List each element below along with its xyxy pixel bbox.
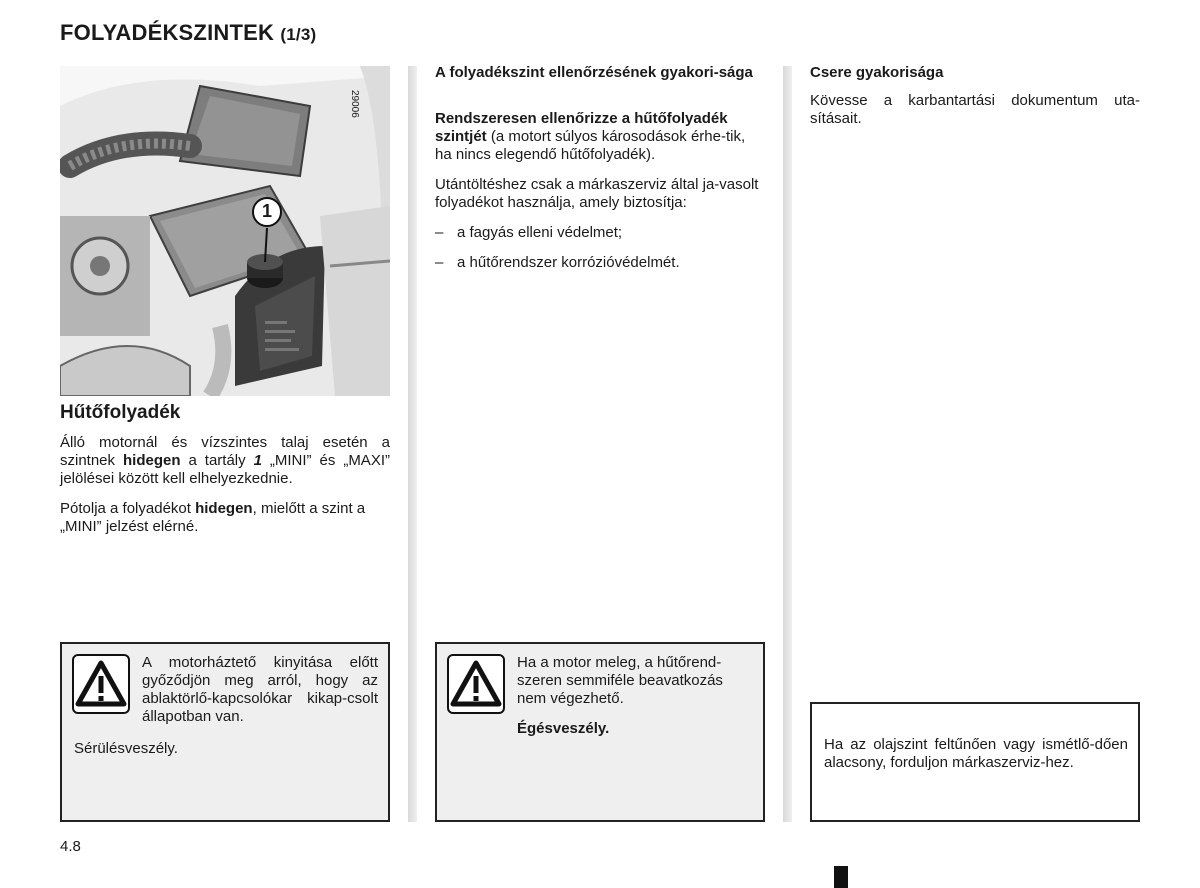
check-paragraph-1: Rendszeresen ellenőrizze a hűtőfolyadék szintjét (a motort súlyos károsodások érhe-tik, ha nincs elegendő hűtőfolyadék). — [435, 110, 746, 163]
page-number: 4.8 — [60, 838, 81, 855]
note-box-oil — [810, 702, 1140, 822]
section-heading-replace: Csere gyakorisága — [810, 64, 944, 81]
warning-box-hot-engine — [435, 642, 765, 822]
replace-paragraph: Kövesse a karbantartási dokumentum uta-sításait. — [810, 92, 1140, 127]
note-text: Ha az olajszint feltűnően vagy ismétlő-dően alacsony, forduljon márkaszerviz-hez. — [824, 736, 1128, 771]
section-heading-check: A folyadékszint ellenőrzésének gyakori-sága — [435, 64, 753, 81]
warning-triangle-icon — [447, 654, 505, 714]
warning-text: Ha a motor meleg, a hűtőrend-szeren semmiféle beavatkozás nem végezhető. — [517, 654, 723, 707]
tab-marker — [834, 866, 848, 888]
warning-box-bonnet — [60, 642, 390, 822]
column-divider — [408, 66, 417, 822]
engine-photo — [60, 66, 390, 396]
warning-text: A motorháztető kinyitása előtt győződjön meg arról, hogy az ablaktörlő-kapcsolókar kikap-csolt állapotban van. — [142, 654, 378, 725]
figure-code: 29006 — [349, 90, 360, 118]
section-heading-coolant: Hűtőfolyadék — [60, 402, 181, 423]
warning-footnote: Sérülésveszély. — [74, 740, 178, 757]
page-title-part: (1/3) — [280, 25, 317, 44]
coolant-paragraph-2: Pótolja a folyadékot hidegen, mielőtt a szint a „MINI” jelzést elérné. — [60, 500, 366, 535]
coolant-paragraph-1: Álló motornál és vízszintes talaj esetén a szintnek hidegen a tartály 1 „MINI” és „MAXI” jelölései között kell elhelyezkednie. — [60, 434, 390, 487]
list-item: – a hűtőrendszer korrózióvédelmét. — [435, 254, 680, 271]
page-title — [60, 20, 316, 46]
check-paragraph-2: Utántöltéshez csak a márkaszerviz által ja-vasolt folyadékot használja, amely biztosítja: — [435, 176, 759, 211]
callout-number: 1 — [261, 201, 272, 221]
warning-footnote: Égésveszély. — [517, 720, 610, 737]
warning-triangle-icon — [72, 654, 130, 714]
list-item: – a fagyás elleni védelmet; — [435, 224, 623, 241]
column-divider — [783, 66, 792, 822]
page-title-main: FOLYADÉKSZINTEK — [60, 20, 275, 45]
